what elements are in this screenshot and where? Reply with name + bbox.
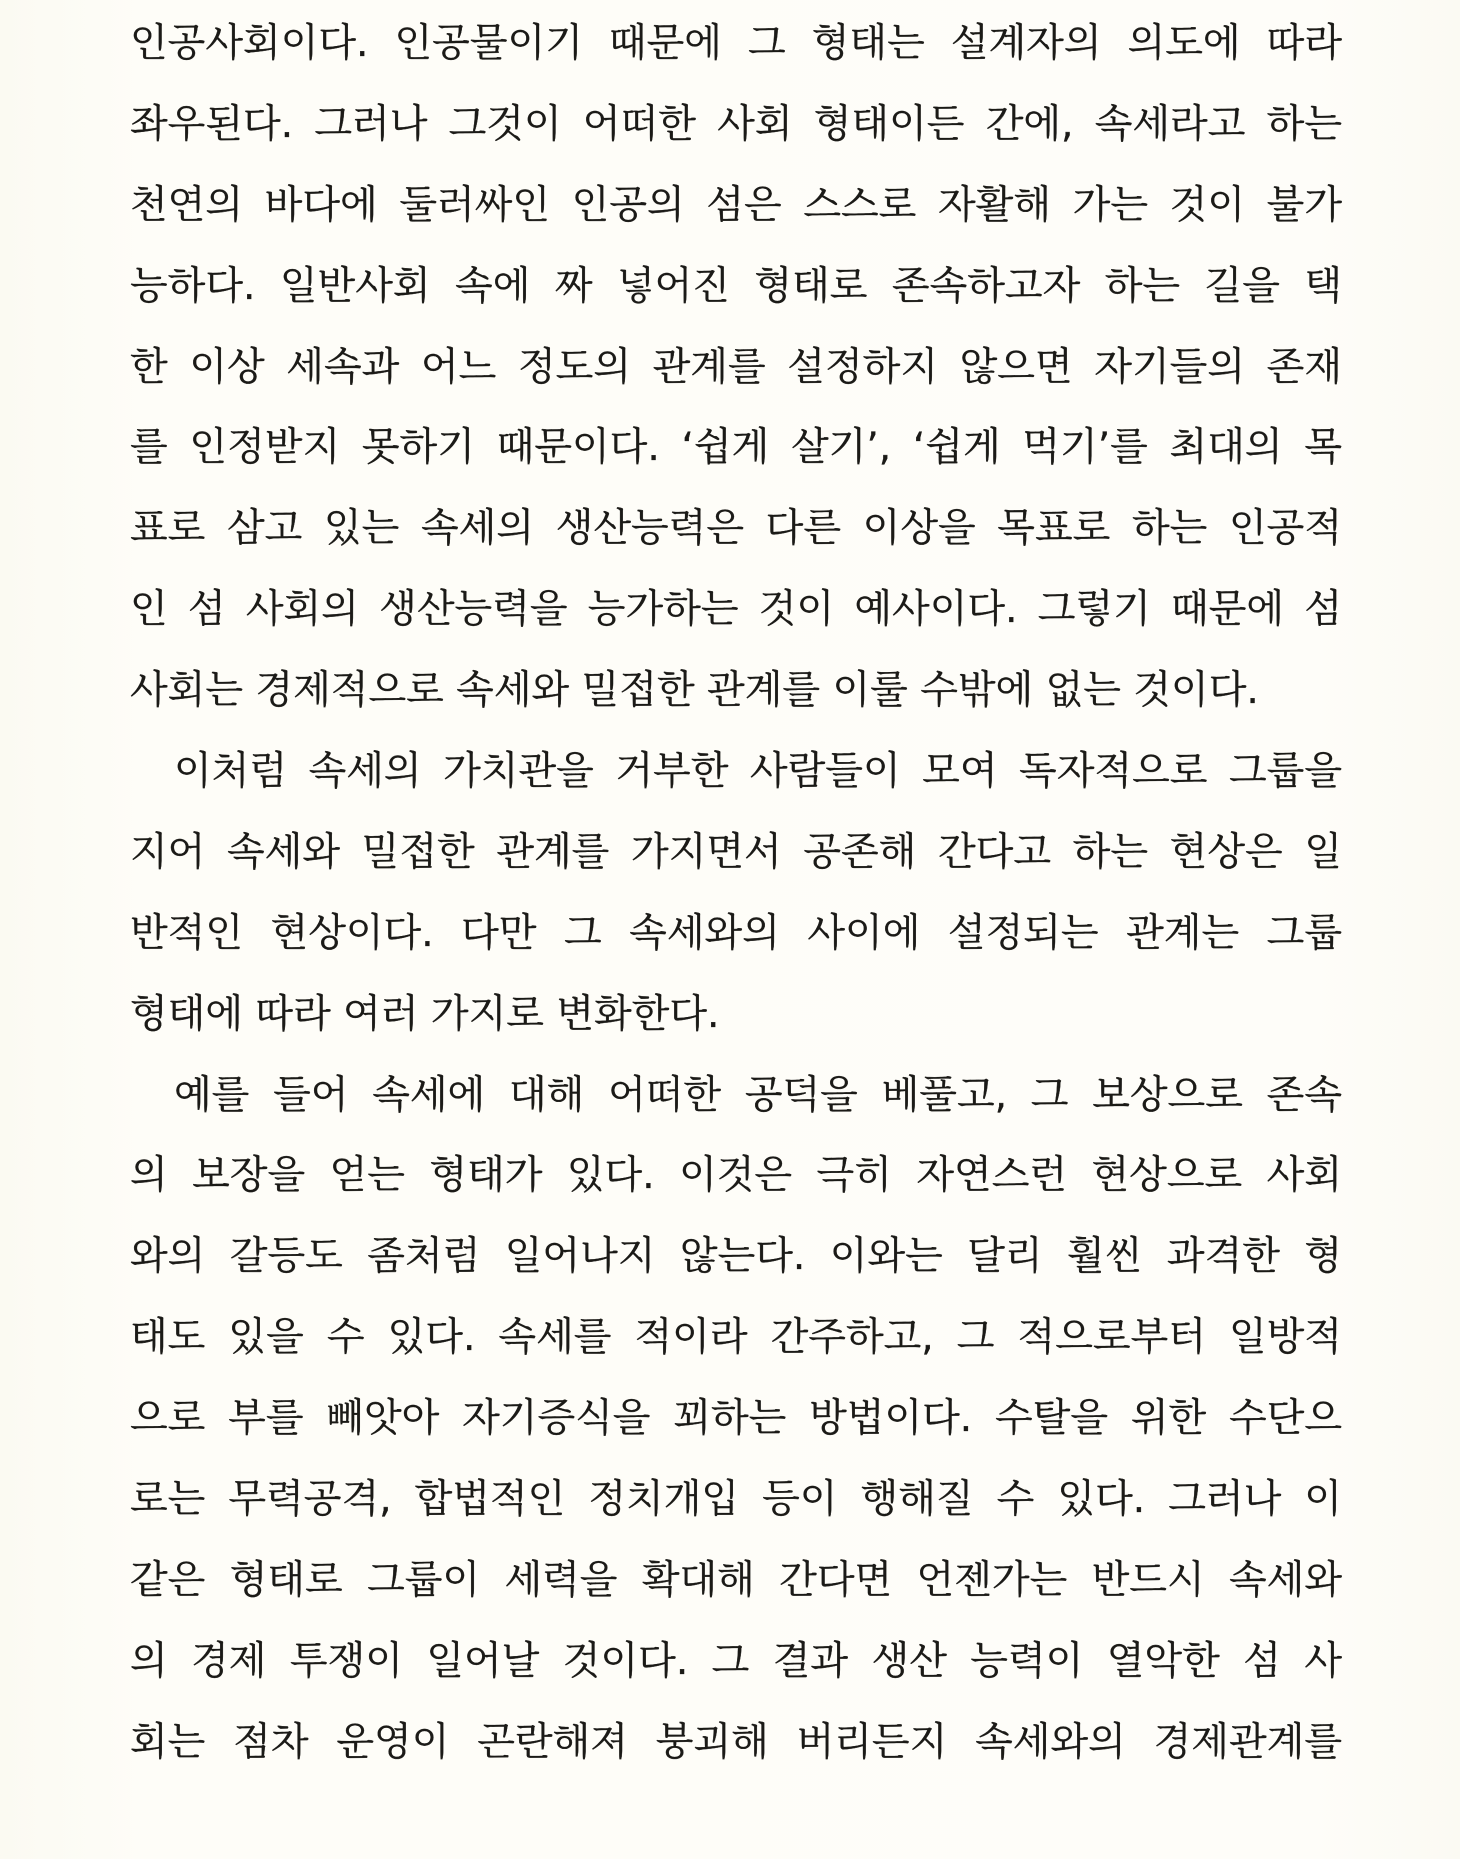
text-line: 형태에 따라 여러 가지로 변화한다.	[130, 991, 720, 1037]
paragraph-2	[130, 732, 1342, 1056]
text-line: 사회는 경제적으로 속세와 밀접한 관계를 이룰 수밖에 없는 것이다.	[130, 668, 1259, 714]
text-line: 이처럼 속세의 가치관을 거부한 사람들이 모여 독자적으로 그룹을	[174, 749, 1342, 795]
text-line: 지어 속세와 밀접한 관계를 가지면서 공존해 간다고 하는 현상은 일	[130, 829, 1342, 875]
text-line: 의 경제 투쟁이 일어날 것이다. 그 결과 생산 능력이 열악한 섬 사	[130, 1638, 1342, 1684]
text-line: 좌우된다. 그러나 그것이 어떠한 사회 형태이든 간에, 속세라고 하는	[130, 101, 1342, 147]
text-line: 태도 있을 수 있다. 속세를 적이라 간주하고, 그 적으로부터 일방적	[130, 1315, 1342, 1361]
text-line: 인공사회이다. 인공물이기 때문에 그 형태는 설계자의 의도에 따라	[130, 21, 1342, 66]
text-line: 으로 부를 빼앗아 자기증식을 꾀하는 방법이다. 수탈을 위한 수단으	[130, 1396, 1342, 1442]
text-line: 를 인정받지 못하기 때문이다. ‘쉽게 살기’, ‘쉽게 먹기’를 최대의 목	[130, 425, 1342, 471]
text-line: 천연의 바다에 둘러싸인 인공의 섬은 스스로 자활해 가는 것이 불가	[130, 182, 1342, 228]
text-line: 인 섬 사회의 생산능력을 능가하는 것이 예사이다. 그렇기 때문에 섬	[130, 587, 1342, 633]
body-text	[130, 4, 1342, 1784]
text-line: 로는 무력공격, 합법적인 정치개입 등이 행해질 수 있다. 그러나 이	[130, 1477, 1342, 1523]
text-line: 와의 갈등도 좀처럼 일어나지 않는다. 이와는 달리 훨씬 과격한 형	[130, 1234, 1342, 1280]
paragraph-1	[130, 4, 1342, 732]
text-line: 회는 점차 운영이 곤란해져 붕괴해 버리든지 속세와의 경제관계를	[130, 1719, 1342, 1765]
text-line: 표로 삼고 있는 속세의 생산능력은 다른 이상을 목표로 하는 인공적	[130, 506, 1342, 552]
text-line: 능하다. 일반사회 속에 짜 넣어진 형태로 존속하고자 하는 길을 택	[130, 263, 1342, 309]
text-line: 반적인 현상이다. 다만 그 속세와의 사이에 설정되는 관계는 그룹	[130, 910, 1342, 956]
text-line: 한 이상 세속과 어느 정도의 관계를 설정하지 않으면 자기들의 존재	[130, 344, 1342, 390]
text-line: 의 보장을 얻는 형태가 있다. 이것은 극히 자연스런 현상으로 사회	[130, 1153, 1342, 1199]
text-line: 예를 들어 속세에 대해 어떠한 공덕을 베풀고, 그 보상으로 존속	[174, 1072, 1342, 1118]
paragraph-3	[130, 1056, 1342, 1784]
text-line: 같은 형태로 그룹이 세력을 확대해 간다면 언젠가는 반드시 속세와	[130, 1557, 1342, 1603]
